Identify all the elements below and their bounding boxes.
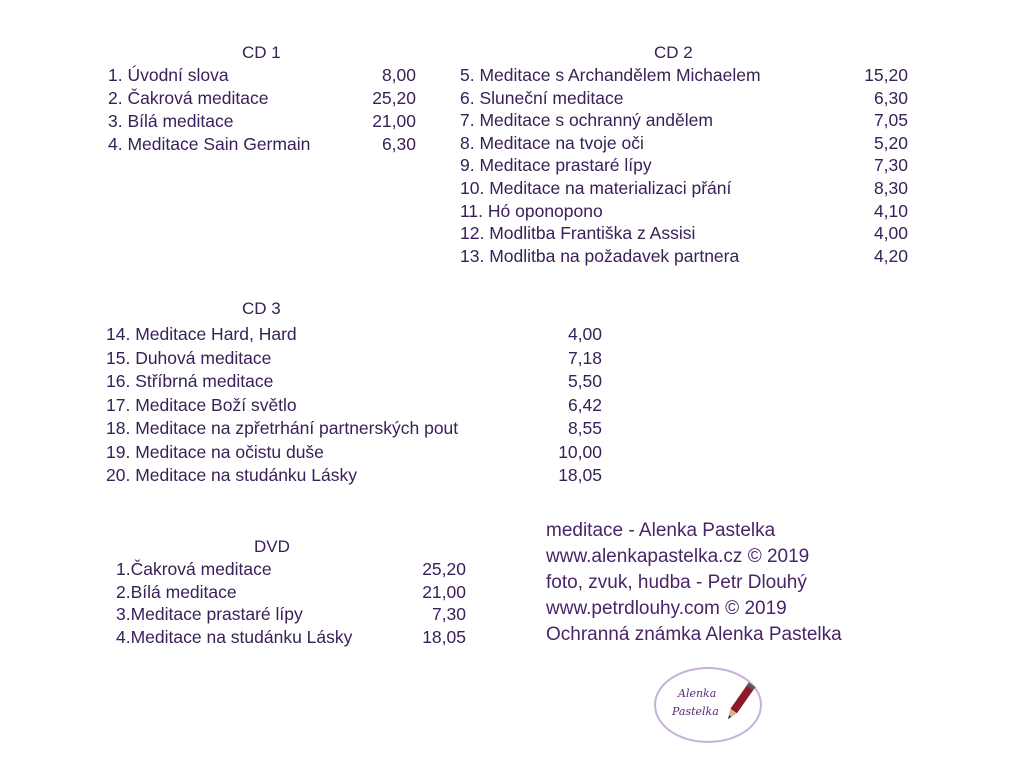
track-name: 8. Meditace na tvoje oči	[460, 132, 644, 153]
track-duration: 4,10	[873, 200, 908, 221]
track-name: 3. Bílá meditace	[108, 111, 234, 131]
cd1-track-row	[108, 65, 416, 86]
track-duration: 8,30	[873, 178, 908, 198]
track-name: 4.Meditace na studánku Lásky	[116, 626, 353, 647]
cd2-title: CD 2	[654, 43, 693, 62]
track-duration: 10,00	[558, 441, 602, 462]
cd3-track-row	[106, 441, 602, 463]
pencil-icon	[720, 677, 760, 727]
cd1-section	[108, 40, 428, 160]
track-name: 16. Stříbrná meditace	[106, 371, 274, 391]
dvd-track-row	[116, 604, 466, 625]
dvd-track-row	[116, 581, 466, 603]
track-duration: 21,00	[372, 111, 416, 131]
track-name: 3.Meditace prastaré lípy	[116, 604, 303, 624]
track-duration: 21,00	[422, 581, 466, 602]
cd1-track-row	[108, 88, 416, 109]
cd2-track-row	[460, 65, 908, 86]
cd3-track-row	[106, 418, 602, 439]
track-name: 19. Meditace na očistu duše	[106, 441, 324, 462]
track-name: 2.Bílá meditace	[116, 581, 237, 602]
track-name: 5. Meditace s Archandělem Michaelem	[460, 65, 761, 85]
cd3-section	[106, 296, 606, 496]
track-duration: 4,00	[567, 324, 602, 344]
credits-production: foto, zvuk, hudba - Petr Dlouhý	[546, 572, 807, 593]
credits-author: meditace - Alenka Pastelka	[546, 520, 776, 541]
track-name: 13. Modlitba na požadavek partnera	[460, 245, 740, 266]
track-name: 15. Duhová meditace	[106, 347, 272, 368]
cd2-track-row	[460, 110, 908, 131]
cd1-track-row	[108, 134, 416, 155]
track-name: 17. Meditace Boží světlo	[106, 394, 297, 415]
dvd-track-row	[116, 559, 466, 580]
track-duration: 4,20	[873, 245, 908, 266]
track-name: 7. Meditace s ochranný andělem	[460, 110, 713, 131]
cd2-track-row	[460, 223, 908, 244]
dvd-section	[116, 534, 476, 654]
track-duration: 18,05	[558, 465, 602, 485]
track-name: 4. Meditace Sain Germain	[108, 134, 311, 154]
credits-trademark: Ochranná známka Alenka Pastelka	[546, 624, 842, 645]
dvd-track-row	[116, 626, 466, 648]
track-name: 12. Modlitba Františka z Assisi	[460, 223, 696, 244]
track-duration: 5,20	[873, 132, 908, 153]
track-name: 6. Sluneční meditace	[460, 87, 624, 108]
cd2-section	[460, 40, 920, 280]
track-name: 20. Meditace na studánku Lásky	[106, 465, 357, 485]
track-duration: 6,42	[567, 394, 602, 415]
cd3-track-row	[106, 347, 602, 369]
track-duration: 8,55	[567, 418, 602, 438]
track-name: 18. Meditace na zpřetrhání partnerských pout	[106, 418, 459, 438]
cd3-title: CD 3	[242, 299, 281, 318]
credits-author-website: www.alenkapastelka.cz © 2019	[546, 546, 810, 567]
cd2-track-row	[460, 178, 908, 199]
track-duration: 6,30	[381, 134, 416, 154]
track-duration: 25,20	[422, 559, 466, 579]
cd2-track-row	[460, 200, 908, 222]
logo-text-line1: Alenka	[678, 687, 717, 700]
track-duration: 4,00	[873, 223, 908, 244]
track-duration: 5,50	[567, 371, 602, 391]
track-name: 14. Meditace Hard, Hard	[106, 324, 297, 344]
track-name: 10. Meditace na materializaci přání	[460, 178, 732, 198]
cd2-track-row	[460, 132, 908, 154]
cd3-track-row	[106, 394, 602, 416]
cd1-track-row	[108, 111, 416, 132]
cd3-track-row	[106, 465, 602, 486]
cd1-title: CD 1	[242, 43, 281, 62]
logo-text-line2: Pastelka	[672, 705, 719, 718]
track-duration: 7,18	[567, 347, 602, 368]
track-duration: 18,05	[422, 626, 466, 647]
track-name: 1.Čakrová meditace	[116, 559, 272, 579]
cd2-track-row	[460, 245, 908, 267]
track-duration: 7,30	[431, 604, 466, 624]
track-duration: 7,05	[873, 110, 908, 131]
credits-producer-website: www.petrdlouhy.com © 2019	[546, 598, 787, 619]
track-name: 1. Úvodní slova	[108, 65, 229, 85]
track-name: 2. Čakrová meditace	[108, 88, 269, 108]
alenka-pastelka-logo	[654, 667, 762, 743]
cd2-track-row	[460, 155, 908, 176]
cd3-track-row	[106, 324, 602, 345]
cd3-track-row	[106, 371, 602, 392]
track-name: 9. Meditace prastaré lípy	[460, 155, 652, 176]
track-duration: 15,20	[864, 65, 908, 85]
track-duration: 6,30	[873, 87, 908, 108]
track-duration: 7,30	[873, 155, 908, 176]
dvd-title: DVD	[254, 537, 290, 556]
track-name: 11. Hó oponopono	[460, 200, 603, 221]
track-duration: 8,00	[381, 65, 416, 85]
cd2-track-row	[460, 87, 908, 109]
credits-block	[546, 518, 986, 648]
track-duration: 25,20	[372, 88, 416, 108]
